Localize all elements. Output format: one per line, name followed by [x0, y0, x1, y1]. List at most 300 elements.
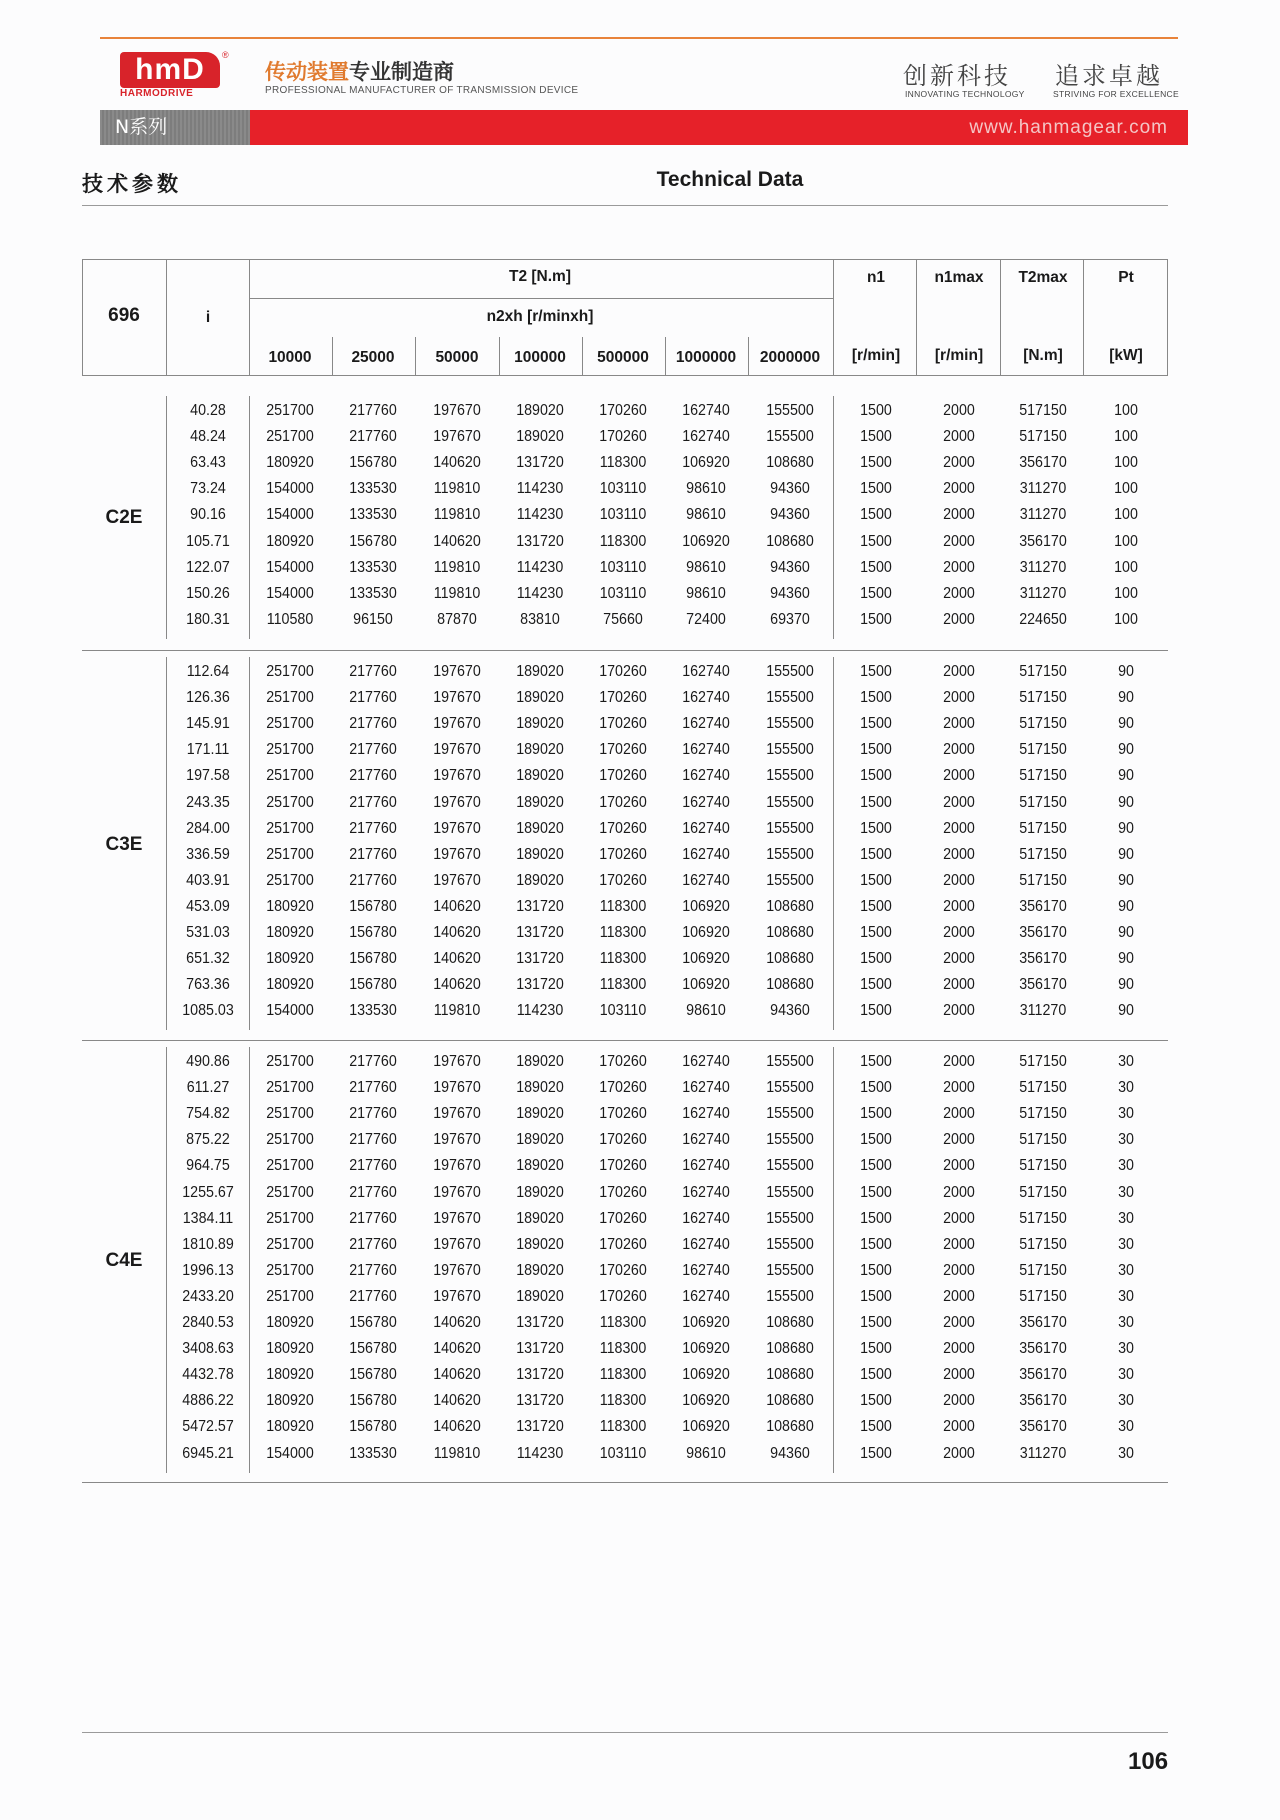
value-cell: 83810 [520, 610, 560, 628]
value-cell: 251700 [266, 1079, 314, 1097]
value-cell: 118300 [599, 897, 647, 915]
value-cell: 224650 [1019, 610, 1067, 628]
value-cell: 90 [1118, 819, 1134, 837]
ratio-cell: 3408.63 [182, 1340, 234, 1358]
value-cell: 217760 [349, 1079, 397, 1097]
value-cell: 140620 [433, 454, 481, 472]
value-cell: 96150 [353, 610, 393, 628]
ratio-cell: 73.24 [190, 480, 226, 498]
value-cell: 30 [1118, 1053, 1134, 1070]
value-cell: 114230 [516, 558, 564, 576]
ratio-cell: 63.43 [190, 454, 226, 472]
value-cell: 189020 [516, 741, 564, 759]
value-cell: 1500 [860, 1002, 892, 1020]
value-cell: 217760 [349, 1209, 397, 1227]
value-cell: 517150 [1019, 1261, 1067, 1279]
group-col-divider [166, 1047, 167, 1473]
value-cell: 156780 [349, 454, 397, 472]
value-cell: 1500 [860, 1444, 892, 1462]
value-cell: 30 [1118, 1131, 1134, 1149]
value-cell: 155500 [766, 1131, 814, 1149]
value-cell: 90 [1118, 871, 1134, 889]
group-col-divider [833, 396, 834, 639]
series-label: N系列 [100, 110, 250, 145]
value-cell: 189020 [516, 767, 564, 785]
value-cell: 30 [1118, 1157, 1134, 1175]
value-cell: 311270 [1019, 506, 1067, 524]
value-cell: 162740 [682, 741, 730, 759]
value-cell: 156780 [349, 1340, 397, 1358]
value-cell: 131720 [516, 1392, 564, 1410]
value-cell: 1500 [860, 715, 892, 733]
value-cell: 154000 [266, 480, 314, 498]
value-cell: 1500 [860, 819, 892, 837]
value-cell: 1500 [860, 1209, 892, 1227]
ratio-cell: 531.03 [186, 924, 230, 941]
value-cell: 189020 [516, 1183, 564, 1201]
value-cell: 2000 [943, 610, 975, 628]
value-cell: 197670 [433, 1053, 481, 1070]
value-cell: 197670 [433, 741, 481, 759]
value-cell: 133530 [349, 558, 397, 576]
value-cell: 217760 [349, 1053, 397, 1070]
value-cell: 1500 [860, 924, 892, 941]
value-cell: 197670 [433, 715, 481, 733]
table-right-edge [1167, 259, 1168, 376]
value-cell: 217760 [349, 845, 397, 863]
value-cell: 217760 [349, 1157, 397, 1175]
technical-data-table [82, 259, 1168, 1485]
value-cell: 251700 [266, 845, 314, 863]
value-cell: 154000 [266, 584, 314, 602]
value-cell: 133530 [349, 480, 397, 498]
ratio-cell: 48.24 [190, 428, 226, 446]
value-cell: 1500 [860, 1131, 892, 1149]
value-cell: 155500 [766, 402, 814, 419]
value-cell: 119810 [433, 480, 481, 498]
ratio-cell: 112.64 [186, 663, 230, 680]
value-cell: 251700 [266, 819, 314, 837]
value-cell: 118300 [599, 532, 647, 550]
tagline-cn [265, 56, 454, 86]
value-cell: 162740 [682, 1235, 730, 1253]
value-cell: 155500 [766, 793, 814, 811]
ratio-cell: 5472.57 [182, 1418, 234, 1436]
value-cell: 170260 [599, 871, 647, 889]
life-column-header: 10000 [268, 349, 312, 366]
value-cell: 118300 [599, 454, 647, 472]
value-cell: 517150 [1019, 793, 1067, 811]
t2-header: T2 [N.m] [509, 268, 571, 285]
value-cell: 106920 [682, 1314, 730, 1331]
value-cell: 2000 [943, 663, 975, 680]
value-cell: 356170 [1019, 1392, 1067, 1410]
ratio-cell: 2433.20 [182, 1287, 234, 1305]
value-cell: 251700 [266, 1105, 314, 1123]
value-cell: 90 [1118, 741, 1134, 759]
value-cell: 162740 [682, 428, 730, 446]
value-cell: 140620 [433, 1340, 481, 1358]
n2xh-header: n2xh [r/minxh] [486, 308, 594, 325]
value-cell: 189020 [516, 689, 564, 707]
value-cell: 30 [1118, 1366, 1134, 1384]
value-cell: 30 [1118, 1444, 1134, 1462]
group-col-divider [166, 396, 167, 639]
value-cell: 1500 [860, 1105, 892, 1123]
value-cell: 170260 [599, 1131, 647, 1149]
life-column-header: 2000000 [759, 349, 821, 366]
value-cell: 100 [1114, 454, 1138, 472]
value-cell: 189020 [516, 1261, 564, 1279]
value-cell: 140620 [433, 924, 481, 941]
group-col-divider [249, 396, 250, 639]
value-cell: 94360 [770, 480, 810, 498]
value-cell: 189020 [516, 845, 564, 863]
ratio-cell: 875.22 [186, 1131, 230, 1149]
value-cell: 155500 [766, 1235, 814, 1253]
value-cell: 251700 [266, 871, 314, 889]
value-cell: 155500 [766, 767, 814, 785]
value-cell: 217760 [349, 1131, 397, 1149]
value-cell: 108680 [766, 1340, 814, 1358]
group-bottom-rule [82, 1482, 1168, 1483]
value-cell: 251700 [266, 767, 314, 785]
value-cell: 106920 [682, 1392, 730, 1410]
value-cell: 197670 [433, 767, 481, 785]
value-cell: 100 [1114, 480, 1138, 498]
value-cell: 217760 [349, 428, 397, 446]
value-cell: 140620 [433, 1392, 481, 1410]
ratio-cell: 403.91 [186, 871, 230, 889]
ratio-cell: 180.31 [186, 610, 230, 628]
value-cell: 180920 [266, 1418, 314, 1436]
value-cell: 155500 [766, 715, 814, 733]
value-cell: 251700 [266, 428, 314, 446]
value-cell: 133530 [349, 506, 397, 524]
value-cell: 170260 [599, 1209, 647, 1227]
value-cell: 162740 [682, 1261, 730, 1279]
value-cell: 155500 [766, 1287, 814, 1305]
value-cell: 162740 [682, 871, 730, 889]
value-cell: 131720 [516, 897, 564, 915]
t2max-unit: [N.m] [1023, 347, 1063, 364]
section-title-en: Technical Data [656, 168, 804, 191]
value-cell: 87870 [437, 610, 477, 628]
value-cell: 1500 [860, 741, 892, 759]
value-cell: 356170 [1019, 950, 1067, 968]
header-col-divider [1083, 259, 1084, 376]
value-cell: 30 [1118, 1418, 1134, 1436]
value-cell: 1500 [860, 402, 892, 419]
value-cell: 154000 [266, 1002, 314, 1020]
value-cell: 108680 [766, 976, 814, 994]
value-cell: 118300 [599, 976, 647, 994]
value-cell: 103110 [599, 506, 647, 524]
value-cell: 156780 [349, 924, 397, 941]
value-cell: 189020 [516, 1157, 564, 1175]
value-cell: 106920 [682, 897, 730, 915]
value-cell: 100 [1114, 532, 1138, 550]
value-cell: 197670 [433, 663, 481, 680]
value-cell: 217760 [349, 663, 397, 680]
value-cell: 100 [1114, 506, 1138, 524]
value-cell: 108680 [766, 897, 814, 915]
value-cell: 106920 [682, 1366, 730, 1384]
value-cell: 106920 [682, 532, 730, 550]
value-cell: 103110 [599, 558, 647, 576]
value-cell: 2000 [943, 1079, 975, 1097]
value-cell: 162740 [682, 845, 730, 863]
value-cell: 197670 [433, 1183, 481, 1201]
value-cell: 118300 [599, 1314, 647, 1331]
ratio-cell: 490.86 [186, 1053, 230, 1070]
value-cell: 2000 [943, 1157, 975, 1175]
tagline-cn-a: 传动装置 [265, 60, 349, 84]
value-cell: 189020 [516, 402, 564, 419]
value-cell: 517150 [1019, 767, 1067, 785]
slogan-innovation-en: INNOVATING TECHNOLOGY [905, 89, 1025, 99]
value-cell: 103110 [599, 1444, 647, 1462]
value-cell: 155500 [766, 663, 814, 680]
value-cell: 2000 [943, 402, 975, 419]
t2-subheader-rule [249, 298, 833, 299]
value-cell: 162740 [682, 689, 730, 707]
value-cell: 356170 [1019, 1366, 1067, 1384]
value-cell: 170260 [599, 428, 647, 446]
value-cell: 155500 [766, 741, 814, 759]
value-cell: 217760 [349, 741, 397, 759]
value-cell: 189020 [516, 715, 564, 733]
value-cell: 1500 [860, 976, 892, 994]
value-cell: 162740 [682, 819, 730, 837]
value-cell: 140620 [433, 1366, 481, 1384]
value-cell: 94360 [770, 506, 810, 524]
ratio-cell: 171.11 [186, 741, 230, 759]
value-cell: 197670 [433, 1261, 481, 1279]
value-cell: 133530 [349, 584, 397, 602]
value-cell: 155500 [766, 1261, 814, 1279]
header-col-divider [833, 259, 834, 376]
ratio-cell: 197.58 [186, 767, 230, 785]
value-cell: 2000 [943, 1418, 975, 1436]
value-cell: 2000 [943, 1366, 975, 1384]
header-banner [250, 110, 1188, 145]
value-cell: 189020 [516, 1053, 564, 1070]
value-cell: 100 [1114, 402, 1138, 419]
value-cell: 180920 [266, 1366, 314, 1384]
value-cell: 155500 [766, 1157, 814, 1175]
value-cell: 1500 [860, 1053, 892, 1070]
ratio-cell: 4432.78 [182, 1366, 234, 1384]
group-label-c3e: C3E [105, 833, 143, 855]
value-cell: 118300 [599, 1418, 647, 1436]
value-cell: 170260 [599, 1261, 647, 1279]
value-cell: 1500 [860, 1079, 892, 1097]
value-cell: 108680 [766, 1418, 814, 1436]
value-cell: 517150 [1019, 1209, 1067, 1227]
value-cell: 2000 [943, 1131, 975, 1149]
value-cell: 1500 [860, 1366, 892, 1384]
value-cell: 1500 [860, 1235, 892, 1253]
value-cell: 356170 [1019, 897, 1067, 915]
value-cell: 162740 [682, 1053, 730, 1070]
value-cell: 1500 [860, 1418, 892, 1436]
value-cell: 197670 [433, 689, 481, 707]
value-cell: 155500 [766, 1209, 814, 1227]
value-cell: 1500 [860, 584, 892, 602]
n1max-unit: [r/min] [934, 347, 984, 364]
life-col-divider [748, 337, 749, 375]
value-cell: 131720 [516, 1340, 564, 1358]
value-cell: 180920 [266, 950, 314, 968]
ratio-cell: 6945.21 [182, 1444, 234, 1462]
value-cell: 517150 [1019, 1053, 1067, 1070]
life-column-header: 500000 [597, 349, 649, 366]
value-cell: 100 [1114, 558, 1138, 576]
ratio-cell: 651.32 [186, 950, 230, 968]
ratio-cell: 964.75 [186, 1157, 230, 1175]
value-cell: 180920 [266, 976, 314, 994]
ratio-cell: 105.71 [186, 532, 230, 550]
value-cell: 156780 [349, 532, 397, 550]
value-cell: 517150 [1019, 1157, 1067, 1175]
slogan-excellence-en: STRIVING FOR EXCELLENCE [1053, 89, 1179, 99]
value-cell: 1500 [860, 532, 892, 550]
value-cell: 311270 [1019, 1002, 1067, 1020]
value-cell: 251700 [266, 741, 314, 759]
value-cell: 1500 [860, 1287, 892, 1305]
value-cell: 197670 [433, 402, 481, 419]
value-cell: 1500 [860, 610, 892, 628]
value-cell: 170260 [599, 819, 647, 837]
value-cell: 251700 [266, 1131, 314, 1149]
value-cell: 251700 [266, 715, 314, 733]
value-cell: 118300 [599, 1392, 647, 1410]
value-cell: 251700 [266, 1261, 314, 1279]
value-cell: 110580 [266, 610, 314, 628]
group-col-divider [249, 657, 250, 1030]
value-cell: 170260 [599, 1079, 647, 1097]
ratio-cell: 2840.53 [182, 1314, 234, 1331]
life-col-divider [415, 337, 416, 375]
value-cell: 118300 [599, 924, 647, 941]
value-cell: 1500 [860, 663, 892, 680]
slogan-excellence: 追求卓越 [1055, 62, 1163, 90]
value-cell: 217760 [349, 819, 397, 837]
value-cell: 180920 [266, 1314, 314, 1331]
value-cell: 170260 [599, 689, 647, 707]
value-cell: 180920 [266, 454, 314, 472]
value-cell: 140620 [433, 897, 481, 915]
value-cell: 98610 [686, 558, 726, 576]
value-cell: 517150 [1019, 402, 1067, 419]
pt-unit: [kW] [1109, 347, 1143, 364]
value-cell: 251700 [266, 793, 314, 811]
value-cell: 189020 [516, 819, 564, 837]
value-cell: 98610 [686, 1444, 726, 1462]
value-cell: 517150 [1019, 1287, 1067, 1305]
value-cell: 2000 [943, 793, 975, 811]
value-cell: 517150 [1019, 1235, 1067, 1253]
value-cell: 180920 [266, 924, 314, 941]
ratio-cell: 150.26 [186, 584, 230, 602]
value-cell: 103110 [599, 584, 647, 602]
value-cell: 251700 [266, 689, 314, 707]
value-cell: 131720 [516, 532, 564, 550]
value-cell: 114230 [516, 1444, 564, 1462]
value-cell: 72400 [686, 610, 726, 628]
value-cell: 108680 [766, 1366, 814, 1384]
value-cell: 106920 [682, 976, 730, 994]
header-col-divider [916, 259, 917, 376]
life-column-header: 25000 [351, 349, 395, 366]
value-cell: 162740 [682, 715, 730, 733]
value-cell: 155500 [766, 428, 814, 446]
value-cell: 217760 [349, 1287, 397, 1305]
value-cell: 197670 [433, 1105, 481, 1123]
value-cell: 98610 [686, 1002, 726, 1020]
value-cell: 2000 [943, 1287, 975, 1305]
table-top-rule [82, 259, 1168, 260]
value-cell: 75660 [603, 610, 643, 628]
value-cell: 170260 [599, 793, 647, 811]
value-cell: 189020 [516, 663, 564, 680]
value-cell: 106920 [682, 950, 730, 968]
value-cell: 114230 [516, 480, 564, 498]
ratio-cell: 40.28 [190, 402, 226, 419]
value-cell: 90 [1118, 715, 1134, 733]
value-cell: 1500 [860, 506, 892, 524]
value-cell: 311270 [1019, 480, 1067, 498]
value-cell: 162740 [682, 1079, 730, 1097]
value-cell: 1500 [860, 1261, 892, 1279]
value-cell: 90 [1118, 976, 1134, 994]
header-col-divider [166, 259, 167, 376]
ratio-cell: 145.91 [186, 715, 230, 733]
value-cell: 131720 [516, 950, 564, 968]
value-cell: 197670 [433, 428, 481, 446]
pt-header: Pt [1118, 269, 1134, 286]
value-cell: 356170 [1019, 1314, 1067, 1331]
value-cell: 2000 [943, 715, 975, 733]
ratio-cell: 336.59 [186, 845, 230, 863]
ratio-cell: 611.27 [186, 1079, 230, 1097]
value-cell: 217760 [349, 871, 397, 889]
value-cell: 197670 [433, 845, 481, 863]
value-cell: 119810 [433, 506, 481, 524]
value-cell: 162740 [682, 1157, 730, 1175]
value-cell: 180920 [266, 532, 314, 550]
value-cell: 2000 [943, 871, 975, 889]
value-cell: 1500 [860, 428, 892, 446]
value-cell: 94360 [770, 584, 810, 602]
ratio-cell: 4886.22 [182, 1392, 234, 1410]
value-cell: 108680 [766, 950, 814, 968]
value-cell: 2000 [943, 1261, 975, 1279]
website-link[interactable]: www.hanmagear.com [969, 117, 1168, 138]
value-cell: 103110 [599, 480, 647, 498]
value-cell: 517150 [1019, 1131, 1067, 1149]
value-cell: 133530 [349, 1002, 397, 1020]
ratio-cell: 1996.13 [182, 1261, 234, 1279]
value-cell: 189020 [516, 1079, 564, 1097]
ratio-cell: 284.00 [186, 819, 230, 837]
value-cell: 1500 [860, 1314, 892, 1331]
value-cell: 90 [1118, 793, 1134, 811]
value-cell: 119810 [433, 1002, 481, 1020]
value-cell: 217760 [349, 402, 397, 419]
value-cell: 1500 [860, 1340, 892, 1358]
